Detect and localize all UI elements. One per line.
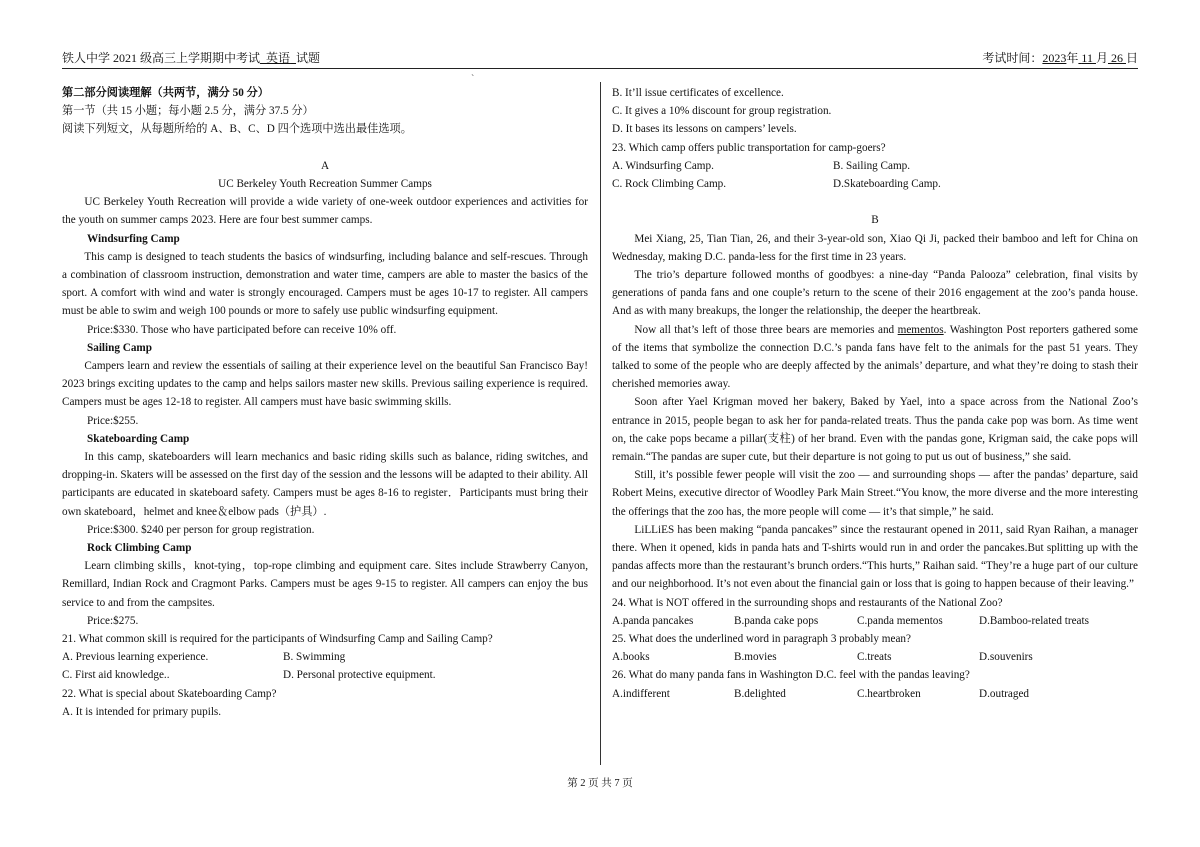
option-c: C.treats [857,651,892,664]
camp-price: Price:$300. $240 per person for group registration. [87,523,315,536]
date-year: 2023 [1042,51,1067,65]
instruction: 阅读下列短文，从每题所给的 A、B、C、D 四个选项中选出最佳选项。 [62,123,412,136]
option-row [62,666,588,684]
passage-paragraph: Soon after Yael Krigman moved her bakery, Baked by Yael, into a space across from the National Zoo’s entrance in 2015, people began to ask her for panda-related treats. Thus the panda cake pop was born. As time went on, the cake pops became a pillar(支柱) of her brand. Even with the pandas gone, Krigman said, the cake pops will remain.“The pandas are super cute, but their departure is not going to put us out of business,” she said. [612,396,1138,464]
passage-paragraph [612,321,1138,394]
camp-description: Learn climbing skills，knot-tying，top-rope climbing and equipment care. Sites include Strawberry Canyon, Remillard, Indian Rock and Cragmont Parks. Campers must be ages 9-15 to register. All campers can enjoy the bus service to and from the campsites. [62,560,588,609]
option-b: B.delighted [734,687,786,700]
date-month: 11 [1081,51,1093,65]
date-day: 26 [1110,51,1123,65]
option-d: D. Personal protective equipment. [283,669,436,682]
camp-price: Price:$275. [87,614,139,627]
camp-heading: Skateboarding Camp [87,432,190,445]
question-stem: 21. What common skill is required for the participants of Windsurfing Camp and Sailing Camp? [62,633,493,646]
option-d: D.Bamboo-related treats [979,614,1089,627]
question-stem: 24. What is NOT offered in the surrounding shops and restaurants of the National Zoo? [612,596,1003,609]
column-divider [600,82,601,765]
option-b: B.panda cake pops [734,614,819,627]
passage-letter: A [320,159,330,172]
option-row [612,648,1138,666]
camp-description: In this camp, skateboarders will learn mechanics and basic riding skills such as balance, riding switches, and dropping-in. Skaters will be assessed on the first day of the session and the lessons will be adapted to their ability. All participants are educated in skateboard safety. Campers must be ages 8-16 to register．Participants must bring their own skateboard，helmet and knee＆elbow pads（护具）. [62,451,588,518]
question-stem: 22. What is special about Skateboarding Camp? [62,687,277,700]
date-month-unit: 月 [1095,51,1108,65]
option-row [612,175,1138,193]
question-stem: 26. What do many panda fans in Washington D.C. feel with the pandas leaving? [612,669,970,682]
option-d: D. It bases its lessons on campers’ levels. [612,123,797,136]
passage-intro: UC Berkeley Youth Recreation will provide a wide variety of one-week outdoor experiences and activities for the youth on summer camps 2023. Here are four best summer camps. [62,196,588,227]
option-a: A.indifferent [612,687,670,700]
subsection-title: 第一节（共 15 小题；每小题 2.5 分，满分 37.5 分） [62,105,314,118]
question-stem: 23. Which camp offers public transportation for camp-goers? [612,141,886,154]
option-row [612,685,1138,703]
camp-price: Price:$330. Those who have participated before can receive 10% off. [87,323,397,336]
option-row [62,648,588,666]
passage-paragraph: LiLLiES has been making “panda pancakes” since the restaurant opened in 2011, said Ryan Raihan, a manager there. When it opened, kids in panda hats and T-shirts would run in and order the pancakes.But splitting up with the pandas affects more than the restaurant’s brunch orders.“This hurts,” Raihan said. “They’re a huge part of our culture and our neighborhood. It’s not even about the financial gain or loss that is going to happen because of their leaving.” [612,523,1138,591]
passage-letter: B [871,214,879,227]
option-c: C. First aid knowledge.. [62,669,170,682]
date-label: 考试时间： [982,51,1043,65]
passage-paragraph: Mei Xiang, 25, Tian Tian, 26, and their 3-year-old son, Xiao Qi Ji, packed their bamboo and left for China on Wednesday, making D.C. panda-less for the first time in 23 years. [612,232,1138,263]
stray-mark: ` [471,74,475,85]
date-year-unit: 年 [1066,51,1079,65]
camp-heading: Rock Climbing Camp [87,542,192,555]
option-a: A.books [612,651,650,664]
option-b: B. Swimming [283,651,346,664]
camp-description: Campers learn and review the essentials of sailing at their experience level on the beautiful San Francisco Bay! 2023 brings exciting updates to the camp and helps sailors master new skills. Previous sailing experience is required. Campers must be ages 12-18 to register. All campers must have basic swimming skills. [62,360,588,409]
spacer [62,139,588,157]
underlined-word: mementos [897,323,944,336]
date-day-unit: 日 [1125,51,1138,65]
header-school: 铁人中学 2021 级高三上学期期中考试 [62,51,261,65]
page-header [62,50,1138,68]
option-d: D.outraged [979,687,1030,700]
option-d: D.Skateboarding Camp. [833,178,941,190]
passage-paragraph: Still, it’s possible fewer people will visit the zoo — and surrounding shops — after the pandas’ departure, said Robert Meins, executive director of Woodley Park Main Street.“You know, the more diverse and the more interesting the offerings that the zoo has, the more people will come — it’s that simple,” he said. [612,469,1138,518]
camp-heading: Windsurfing Camp [87,232,180,245]
header-exam-title [62,50,320,66]
option-c: C.heartbroken [857,687,921,700]
right-column [612,84,1138,703]
option-b: B. It’ll issue certificates of excellence. [612,87,784,99]
camp-heading: Sailing Camp [87,341,152,354]
option-b: B. Sailing Camp. [833,159,911,172]
header-suffix: 试题 [296,51,321,65]
option-row [612,157,1138,175]
option-d: D.souvenirs [979,651,1033,664]
option-a: A.panda pancakes [612,614,694,627]
left-column [62,84,588,721]
passage-paragraph: The trio’s departure followed months of goodbyes: a nine-day “Panda Palooza” celebration, final visits by generations of panda fans and one couple’s return to the scene of their 2016 engagement at the zoo’s panda house. And as with many breakups, the longer the relationship, the deeper the heartbreak. [612,268,1138,318]
spacer [612,193,1138,211]
header-exam-date [982,50,1138,66]
camp-description: This camp is designed to teach students the basics of windsurfing, including balance and self-rescues. Through a combination of classroom instruction, demonstration and water time, campers are able to master the basics of the sport. A comfort with wind and water is strongly encouraged. Campers must be ages 10-17 to register. All campers must be able to swim and weigh 100 pounds or more to safely use public windsurfing equipment. [62,250,588,318]
option-row [612,612,1138,630]
header-rule [62,68,1138,69]
option-a: A. It is intended for primary pupils. [62,705,222,718]
header-subject: 英语 [266,51,291,65]
option-c: C. Rock Climbing Camp. [612,178,727,190]
option-c: C.panda mementos [857,614,943,627]
camp-price: Price:$255. [87,414,139,427]
option-b: B.movies [734,651,777,664]
paragraph-text: . Washington Post reporters gathered some of the items that symbolize the connection D.C.’s panda fans have felt to the animals for the past 51 years. They talked to some of the people who are deeply affected by the animals’ departure, and what they’re doing to stash their cherished memories away. [612,323,1138,391]
section-title: 第二部分阅读理解（共两节，满分 50 分） [62,87,269,99]
question-stem: 25. What does the underlined word in paragraph 3 probably mean? [612,633,911,646]
passage-title: UC Berkeley Youth Recreation Summer Camps [218,178,432,190]
paragraph-text: Now all that’s left of those three bears are memories and [634,323,898,336]
page-number: 第 2 页 共 7 页 [567,778,633,789]
option-c: C. It gives a 10% discount for group registration. [612,105,832,118]
option-a: A. Previous learning experience. [62,651,209,664]
option-a: A. Windsurfing Camp. [612,159,714,172]
